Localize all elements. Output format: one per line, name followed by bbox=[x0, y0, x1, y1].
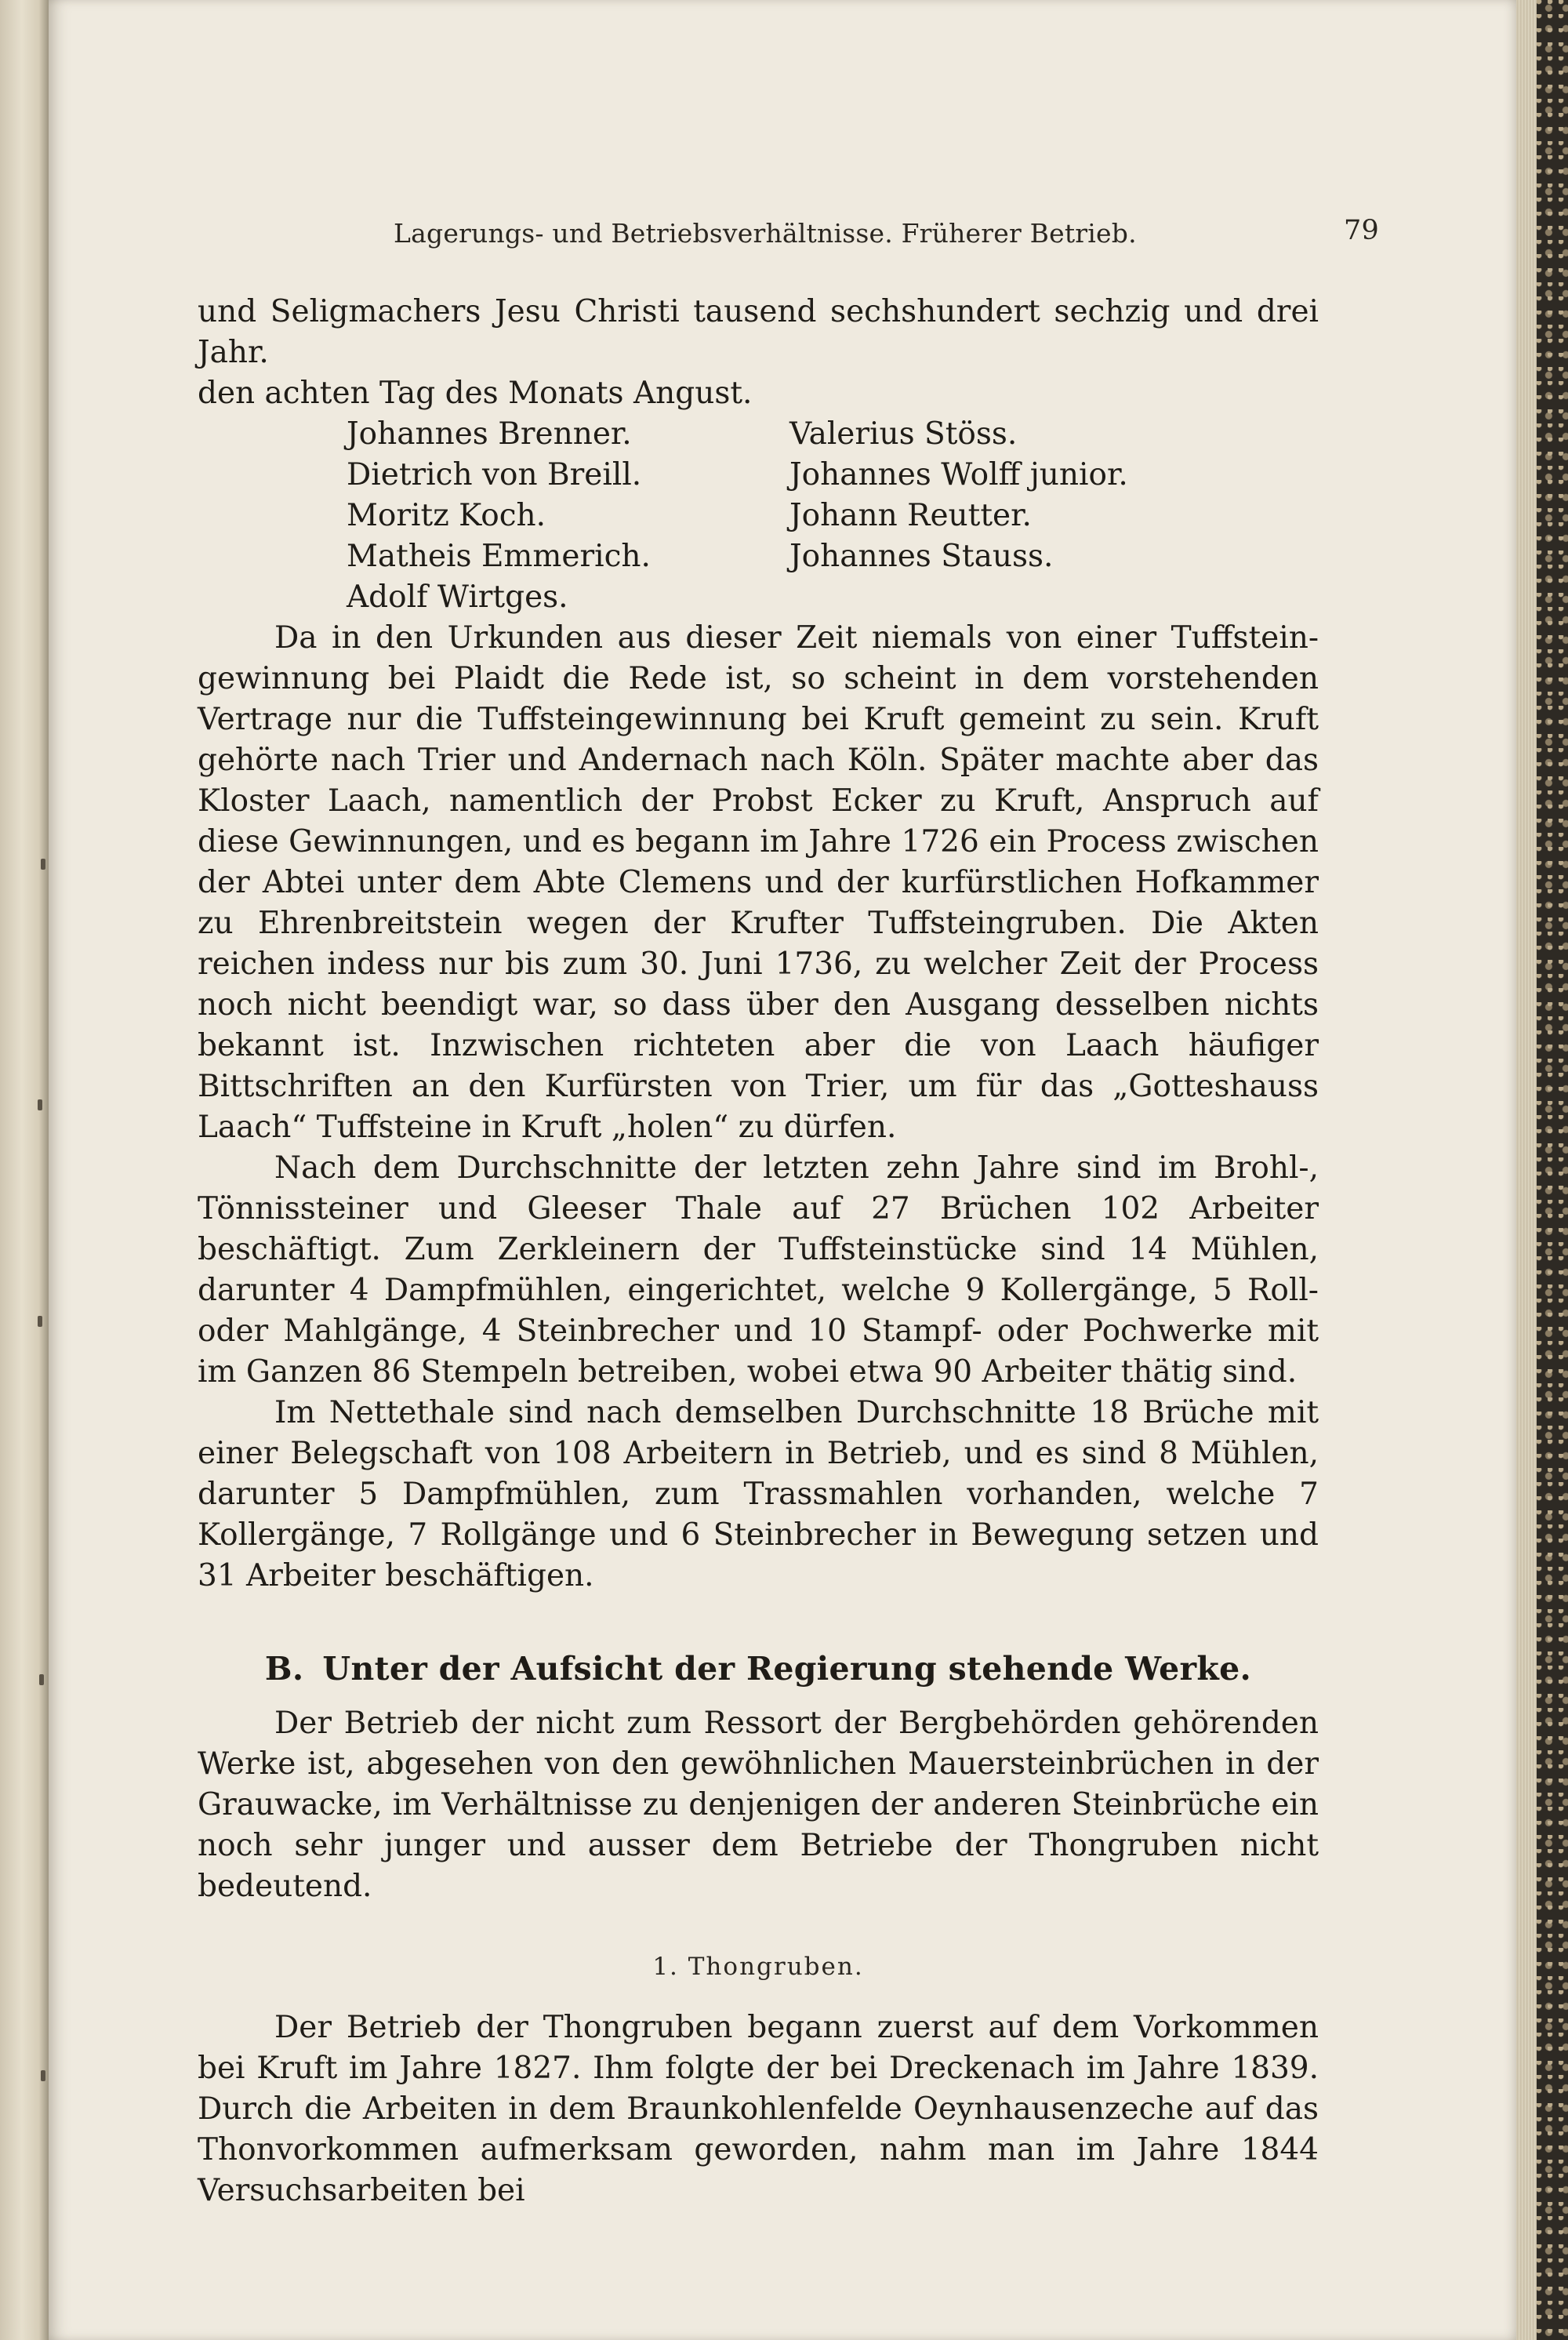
section-b-title: Unter der Aufsicht der Regierung stehende Werke. bbox=[322, 1650, 1252, 1688]
margin-mark bbox=[38, 1099, 42, 1110]
signatory: Johannes Wolff junior. bbox=[789, 457, 1128, 492]
section-b-letter: B. bbox=[264, 1650, 304, 1688]
book-cover-edge bbox=[1537, 0, 1568, 2340]
running-title: Lagerungs- und Betriebsverhältnisse. Früherer Betrieb. bbox=[394, 218, 1137, 249]
margin-mark bbox=[41, 2070, 45, 2081]
signatory: Adolf Wirtges. bbox=[347, 580, 568, 615]
margin-mark bbox=[39, 1674, 44, 1685]
signatory: Matheis Emmerich. bbox=[347, 539, 651, 574]
body-text bbox=[198, 292, 1319, 2211]
signatory: Valerius Stöss. bbox=[789, 416, 1018, 452]
margin-mark bbox=[38, 1316, 42, 1327]
page-block-edges bbox=[1516, 0, 1537, 2340]
signatory: Dietrich von Breill. bbox=[347, 457, 642, 492]
previous-page-edge bbox=[0, 0, 49, 2340]
subsection-heading: 1. Thongruben. bbox=[652, 1953, 864, 1981]
book-page bbox=[49, 0, 1516, 2340]
paragraph-urkunden: Da in den Urkunden aus dieser Zeit niemals von einer Tuffstein-gewinnung bei Plaidt die Rede ist, so scheint in dem vorstehenden Vertrage nur die Tuffsteingewinnung bei Kruft gemeint zu sein. Kruft gehörte nach Trier und Andernach nach Köln. Später machte aber das Kloster Laach, namentlich der Probst Ecker zu Kruft, Anspruch auf diese Gewinnungen, und es begann im Jahre 1726 ein Process zwischen der Abtei unter dem Abte Clemens und der kurfürstlichen Hofkammer zu Ehrenbreitstein wegen der Krufter Tuffsteingruben. Die Akten reichen indess nur bis zum 30. Juni 1736, zu welcher Zeit der Process noch nicht beendigt war, so dass über den Ausgang desselben nichts bekannt ist. Inzwischen richteten aber die von Laach häufiger Bittschriften an den Kurfürsten von Trier, um für das „Gotteshauss Laach“ Tuffsteine in Kruft „holen“ zu dürfen. bbox=[198, 620, 1319, 1145]
subsection-paragraph: Der Betrieb der Thongruben begann zuerst auf dem Vorkommen bei Kruft im Jahre 1827. Ihm folgte der bei Dreckenach im Jahre 1839. Durch die Arbeiten in dem Braunkohlenfelde Oeynhausenzeche auf das Thonvorkommen aufmerksam geworden, nahm man im Jahre 1844 Versuchsarbeiten bei bbox=[198, 2010, 1319, 2208]
section-b-paragraph: Der Betrieb der nicht zum Ressort der Bergbehörden gehörenden Werke ist, abgesehen von den gewöhnlichen Mauersteinbrüchen in der Grauwacke, im Verhältnisse zu denjenigen der anderen Steinbrüche ein noch sehr junger und ausser dem Betriebe der Thongruben nicht bedeutend. bbox=[198, 1706, 1319, 1904]
signatory: Johannes Stauss. bbox=[789, 539, 1054, 574]
signatory: Johann Reutter. bbox=[789, 498, 1032, 533]
paragraph-brohl: Nach dem Durchschnitte der letzten zehn Jahre sind im Brohl-, Tönnissteiner und Gleeser Thale auf 27 Brüchen 102 Arbeiter beschäftigt. Zum Zerkleinern der Tuffsteinstücke sind 14 Mühlen, darunter 4 Dampfmühlen, eingerichtet, welche 9 Kollergänge, 5 Roll- oder Mahlgänge, 4 Steinbrecher und 10 Stampf- oder Pochwerke mit im Ganzen 86 Stempeln betreiben, wobei etwa 90 Arbeiter thätig sind. bbox=[198, 1150, 1319, 1390]
page-number: 79 bbox=[1344, 215, 1379, 246]
section-b-heading bbox=[198, 1648, 1319, 1689]
signatory: Johannes Brenner. bbox=[347, 416, 632, 452]
opening-line-2: den achten Tag des Monats Angust. bbox=[198, 376, 753, 411]
margin-mark bbox=[41, 859, 45, 870]
opening-line-1: und Seligmachers Jesu Christi tausend sechshundert sechzig und drei Jahr. bbox=[198, 294, 1319, 370]
signatory: Moritz Koch. bbox=[347, 498, 546, 533]
paragraph-nettethale: Im Nettethale sind nach demselben Durchschnitte 18 Brüche mit einer Belegschaft von 108 Arbeitern in Betrieb, und es sind 8 Mühlen, darunter 5 Dampfmühlen, zum Trassmahlen vorhanden, welche 7 Kollergänge, 7 Rollgänge und 6 Steinbrecher in Bewegung setzen und 31 Arbeiter beschäftigen. bbox=[198, 1395, 1319, 1593]
signatories-list bbox=[347, 414, 1319, 618]
